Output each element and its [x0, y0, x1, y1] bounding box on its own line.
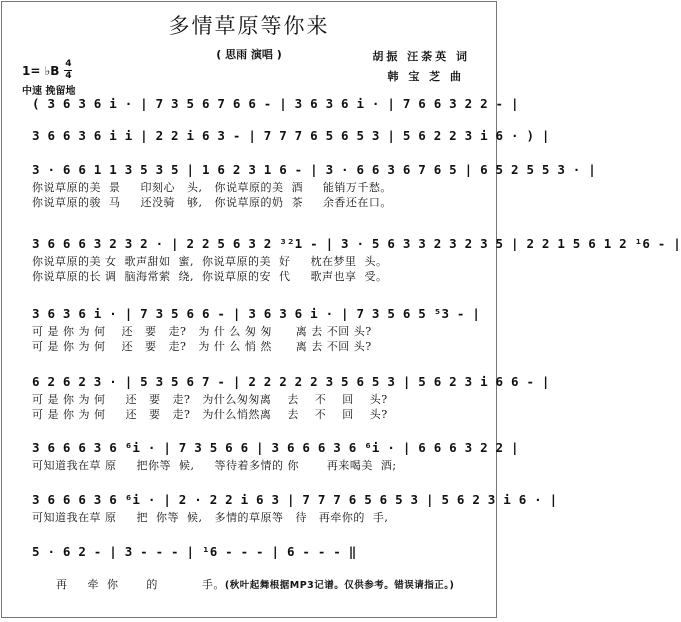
tempo-marking: 中速 挽留地	[22, 86, 76, 97]
lyric-text: 再 牵 你 的 手。	[55, 578, 225, 591]
music-system-8	[32, 490, 558, 525]
lyric-line-1: 可知道我在草 原 把你等 候, 等待着多情的 你 再来喝美 酒;	[32, 459, 397, 472]
key-signature	[22, 60, 72, 81]
time-signature	[64, 60, 72, 81]
lyric-line-1: 可 是 你 为 何 还 要 走? 为 什 么 匆 匆 离 去 不回 头?	[32, 325, 372, 338]
music-system-6	[32, 372, 550, 422]
notation-line: 3 6 6 6 3 6 ⁶i · | 7 3 5 6 6 | 3 6 6 6 3 6 ⁶i · | 6 6 6 3 2 2 |	[32, 440, 519, 455]
notation-line: 6 2 6 2 3 · | 5 3 5 6 7 - | 2 2 2 2 2 3 5 6 5 3 | 5 6 2 3 i 6 6 - |	[32, 374, 550, 389]
key-label: 1= ♭B	[22, 63, 60, 78]
time-sig-top: 4	[65, 59, 72, 69]
music-system-9	[32, 542, 482, 608]
music-system-5	[32, 304, 482, 354]
lyric-line-1: 可 是 你 为 何 还 要 走? 为什么匆匆离 去 不 回 头?	[32, 393, 388, 406]
notation-line: 5 · 6 2 - | 3 - - - | ¹6 - - - | 6 - - - ‖	[32, 544, 357, 559]
composer-credit: 韩 宝 芝 曲	[387, 70, 464, 83]
time-sig-bottom: 4	[65, 71, 72, 81]
notation-line: 3 · 6 6 1 1 3 5 3 5 | 1 6 2 3 1 6 - | 3 · 6 6 3 6 7 6 5 | 6 5 2 5 5 3 · |	[32, 162, 596, 177]
lyricist-credit: 胡振 汪荼英 词	[372, 50, 470, 63]
notation-line: ( 3 6 3 6 i · | 7 3 5 6 7 6 6 - | 3 6 3 6 i · | 7 6 6 3 2 2 - |	[32, 96, 519, 111]
music-system-4	[32, 234, 681, 284]
lyric-line-2: 你说草原的骏 马 还没骑 够, 你说草原的奶 茶 余香还在口。	[32, 196, 392, 209]
lyric-line-1	[32, 562, 482, 608]
notation-line: 3 6 3 6 i · | 7 3 5 6 6 - | 3 6 3 6 i · | 7 3 5 6 5 ⁵3 - |	[32, 306, 481, 321]
sheet-music-page	[1, 1, 681, 618]
performer-subtitle: ( 思雨 演唱 )	[216, 48, 282, 61]
lyric-line-2: 可 是 你 为 何 还 要 走? 为 什 么 悄 然 离 去 不回 头?	[32, 340, 372, 353]
music-system-3	[32, 160, 596, 210]
music-system-2	[32, 126, 550, 146]
lyric-line-2: 可 是 你 为 何 还 要 走? 为什么悄然离 去 不 回 头?	[32, 408, 388, 421]
music-system-1	[32, 94, 519, 114]
notation-line: 3 6 6 6 3 2 3 2 · | 2 2 5 6 3 2 ³²1 - | 3 · 5 6 3 3 2 3 2 3 5 | 2 2 1 5 6 1 2 ¹6 - |	[32, 236, 681, 251]
notation-line: 3 6 6 6 3 6 ⁶i · | 2 · 2 2 i 6 3 | 7 7 7 6 5 6 5 3 | 5 6 2 3 i 6 · |	[32, 492, 558, 507]
transcription-note: (秋叶起舞根据MP3记谱。仅供参考。错误请指正。)	[224, 580, 455, 591]
notation-line: 3 6 6 3 6 i i | 2 2 i 6 3 - | 7 7 7 6 5 6 5 3 | 5 6 2 2 3 i 6 · ) |	[32, 128, 550, 143]
song-title: 多情草原等你来	[168, 14, 330, 38]
music-system-7	[32, 438, 519, 473]
lyric-line-1: 你说草原的美 女 歌声甜如 蜜, 你说草原的美 好 枕在梦里 头。	[32, 255, 388, 268]
lyric-line-1: 可知道我在草 原 把 你等 候, 多情的草原等 待 再牵你的 手,	[32, 511, 389, 524]
lyric-line-1: 你说草原的美 景 印刻心 头, 你说草原的美 酒 能销万千愁。	[32, 181, 392, 194]
lyric-line-2: 你说草原的长 调 脑海常萦 绕, 你说草原的安 代 歌声也享 受。	[32, 270, 388, 283]
